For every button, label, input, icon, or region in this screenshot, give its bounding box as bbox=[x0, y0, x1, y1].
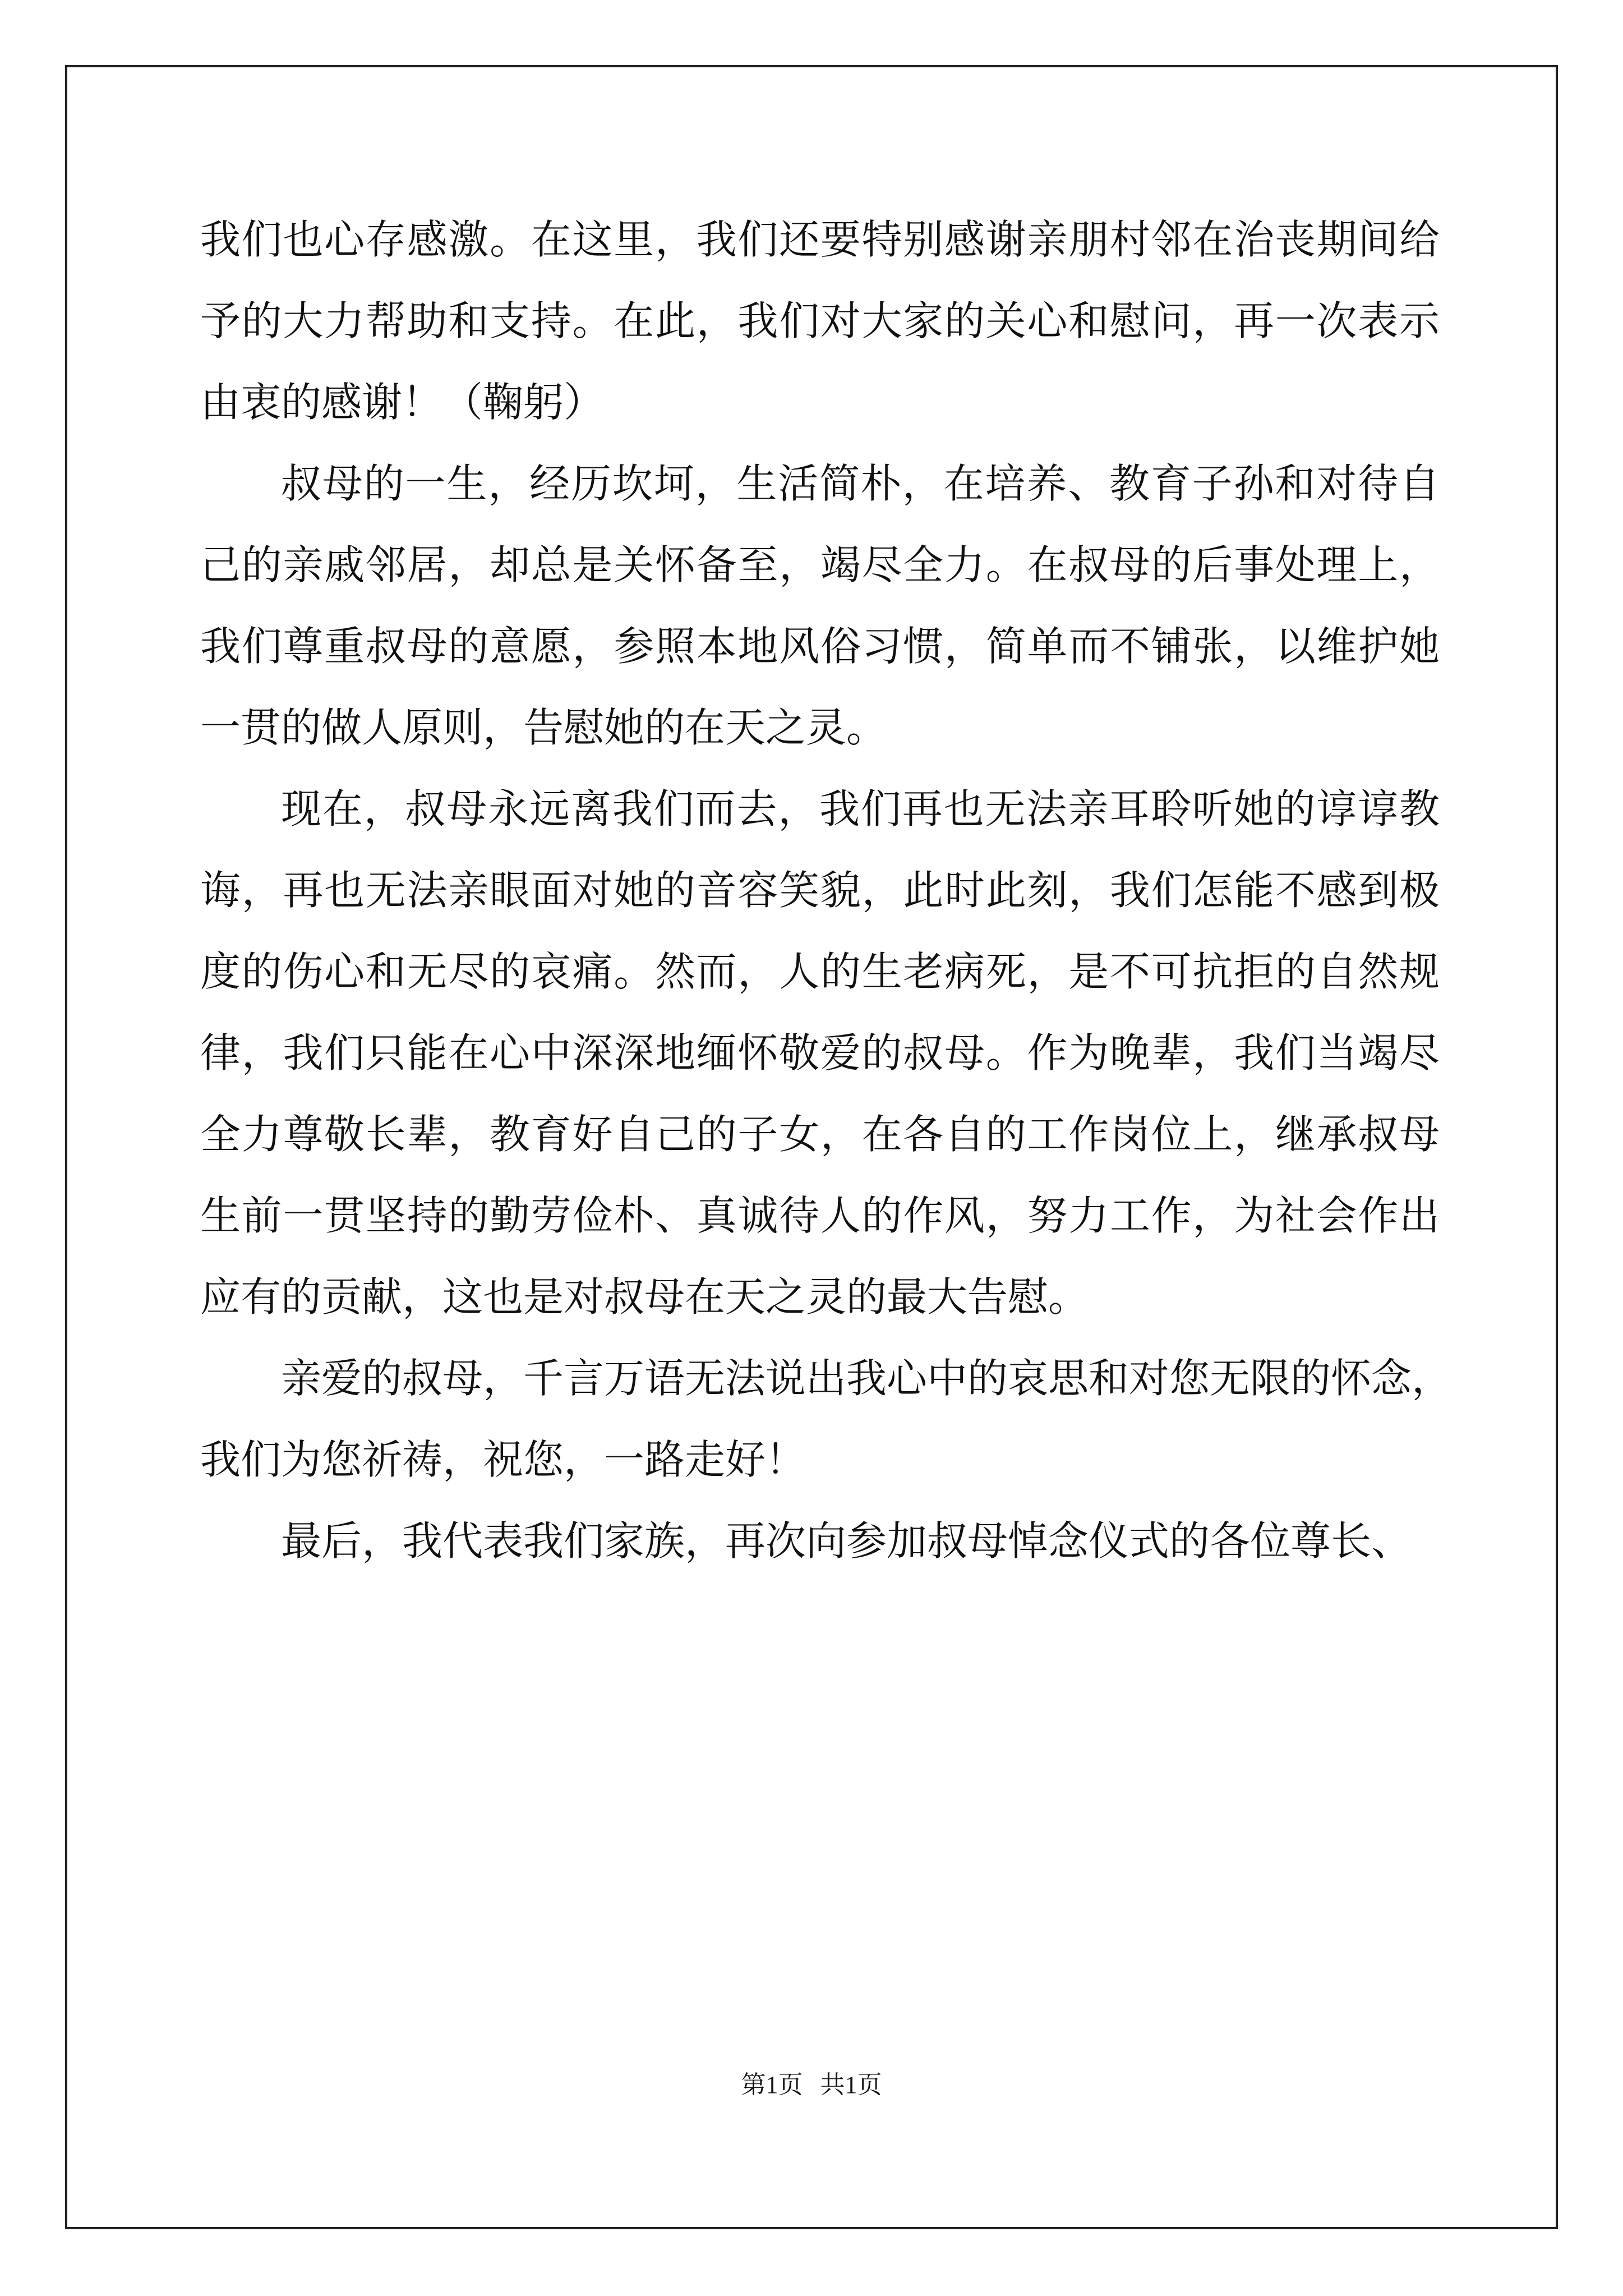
text-line: 律，我们只能在心中深深地缅怀敬爱的叔母。作为晚辈，我们当竭尽 bbox=[200, 1029, 1440, 1076]
text-line: 诲，再也无法亲眼面对她的音容笑貌，此时此刻，我们怎能不感到极 bbox=[200, 867, 1440, 914]
text-line: 生前一贯坚持的勤劳俭朴、真诚待人的作风，努力工作，为社会作出 bbox=[200, 1192, 1440, 1239]
paragraph-start-line: 叔母的一生，经历坎坷，生活简朴，在培养、教育子孙和对待自 bbox=[281, 460, 1440, 507]
document-body bbox=[200, 199, 1453, 1582]
text-line: 我们也心存感激。在这里，我们还要特别感谢亲朋村邻在治丧期间给 bbox=[200, 216, 1440, 263]
text-line: 我们为您祈祷，祝您，一路走好！ bbox=[200, 1436, 806, 1483]
text-line: 由衷的感谢！（鞠躬） bbox=[200, 379, 605, 426]
page-number-label: 第1页 bbox=[741, 2071, 803, 2099]
text-line: 我们尊重叔母的意愿，参照本地风俗习惯，简单而不铺张，以维护她 bbox=[200, 623, 1440, 670]
text-line: 己的亲戚邻居，却总是关怀备至，竭尽全力。在叔母的后事处理上， bbox=[200, 541, 1440, 588]
text-line: 全力尊敬长辈，教育好自己的子女，在各自的工作岗位上，继承叔母 bbox=[200, 1111, 1440, 1158]
page-footer bbox=[0, 2064, 1623, 2100]
paragraph-start-line: 最后，我代表我们家族，再次向参加叔母悼念仪式的各位尊长、 bbox=[281, 1517, 1412, 1565]
text-line: 度的伤心和无尽的哀痛。然而，人的生老病死，是不可抗拒的自然规 bbox=[200, 948, 1440, 995]
text-line: 一贯的做人原则，告慰她的在天之灵。 bbox=[200, 704, 887, 751]
text-line: 应有的贡献，这也是对叔母在天之灵的最大告慰。 bbox=[200, 1273, 1089, 1320]
paragraph-start-line: 现在，叔母永远离我们而去，我们再也无法亲耳聆听她的谆谆教 bbox=[281, 785, 1440, 832]
text-line: 予的大力帮助和支持。在此，我们对大家的关心和慰问，再一次表示 bbox=[200, 297, 1440, 344]
total-pages-label: 共1页 bbox=[820, 2071, 882, 2099]
paragraph-start-line: 亲爱的叔母，千言万语无法说出我心中的哀思和对您无限的怀念， bbox=[281, 1355, 1453, 1402]
